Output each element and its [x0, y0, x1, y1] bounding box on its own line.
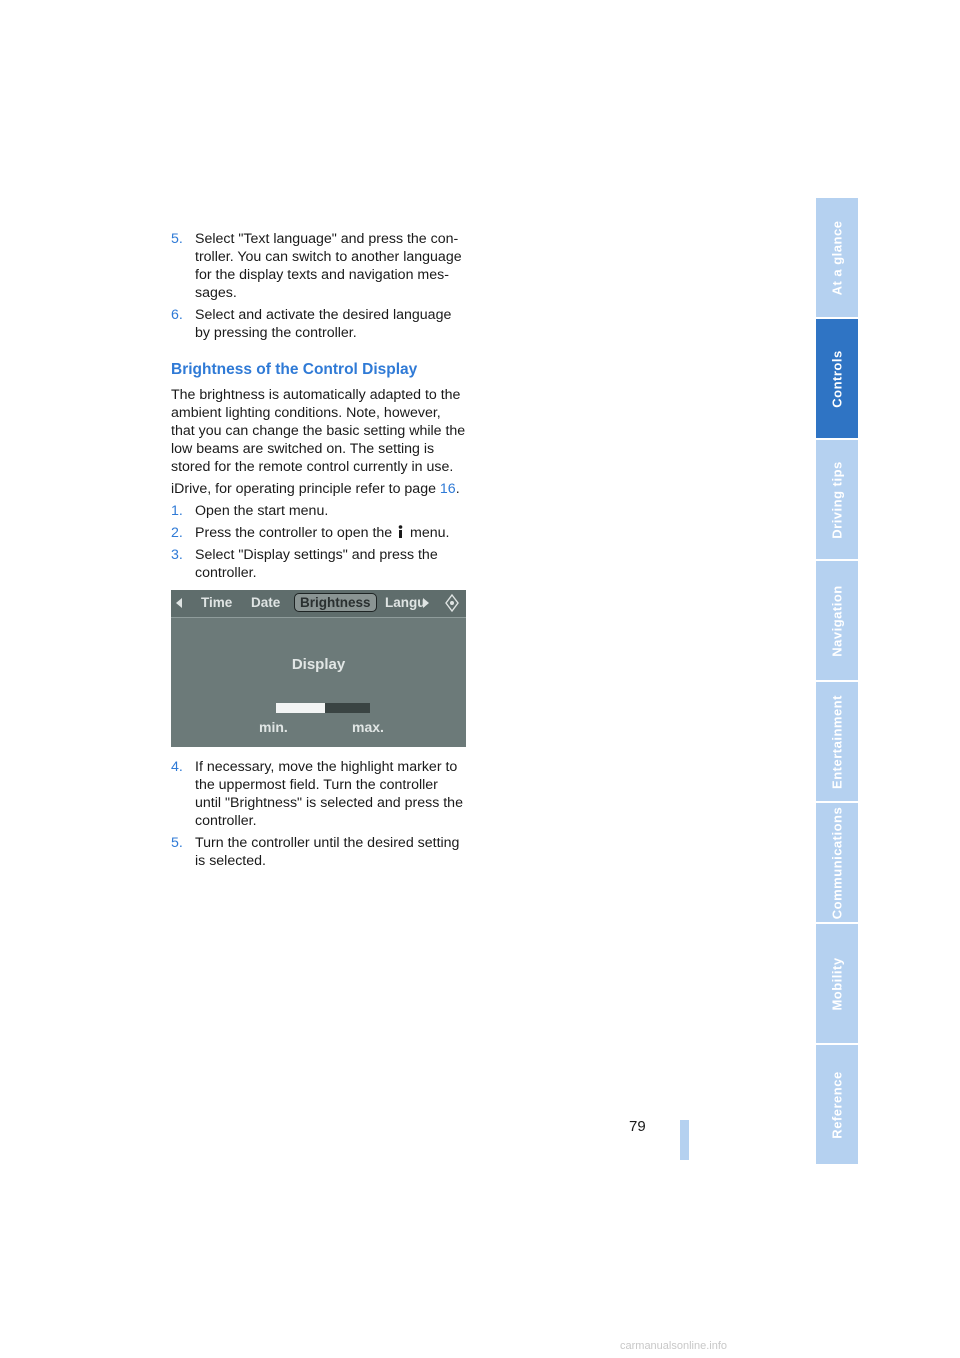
tab-driving-tips[interactable]: [816, 440, 858, 559]
display-label: Display: [291, 656, 346, 673]
tab-reference[interactable]: [816, 1045, 858, 1164]
bottom-steps: [171, 758, 466, 874]
arrow-right-icon: [423, 598, 429, 608]
step-number: 2.: [171, 525, 183, 541]
idrive-reference: [171, 480, 466, 498]
control-display-screenshot: [171, 590, 466, 747]
menu-item-language: Langu: [385, 595, 426, 610]
step-6-top: [171, 306, 466, 342]
info-icon: [397, 525, 404, 539]
intro-paragraph: The brightness is automatically adapted to the ambient lighting conditions. Note, however, that you can change the basic setting while the low beams are switched on. The setting is stored for the remote control currently in use.: [171, 387, 466, 475]
page-number: 79: [629, 1118, 646, 1135]
tab-mobility[interactable]: [816, 924, 858, 1043]
menu-item-brightness: Brightness: [294, 593, 377, 612]
tab-controls[interactable]: [816, 319, 858, 438]
tab-navigation[interactable]: [816, 561, 858, 680]
step-number: 1.: [171, 503, 183, 519]
step-5-top: [171, 230, 466, 302]
brightness-section: [171, 360, 466, 586]
step-text-after: menu.: [406, 525, 450, 541]
step-3: [171, 546, 466, 582]
compass-icon: [443, 594, 461, 612]
brightness-slider-fill: [276, 703, 325, 713]
tab-entertainment[interactable]: [816, 682, 858, 801]
page-number-bar: [680, 1120, 689, 1160]
step-text: Turn the controller until the desired setting is selected.: [195, 835, 460, 869]
step-number: 4.: [171, 759, 183, 775]
step-2: [171, 524, 466, 542]
arrow-left-icon: [176, 598, 182, 608]
step-number: 5.: [171, 835, 183, 851]
tab-label: Driving tips: [829, 460, 845, 539]
step-text: Select and activate the desired language by pressing the controller.: [195, 307, 452, 341]
step-text: Select "Text language" and press the con-troller. You can switch to another language for the display texts and navigation mes-sages.: [195, 231, 462, 301]
menu-item-time: Time: [201, 595, 233, 610]
tab-label: Reference: [829, 1070, 845, 1139]
step-text: Open the start menu.: [195, 503, 329, 519]
step-number: 6.: [171, 307, 183, 323]
tab-label: Communications: [829, 806, 845, 919]
step-text: If necessary, move the highlight marker to the uppermost field. Turn the controller until "Brightness" is selected and press the controller.: [195, 759, 463, 829]
max-label: max.: [352, 719, 384, 735]
tab-label: Controls: [829, 349, 845, 408]
step-text: Select "Display settings" and press the controller.: [195, 547, 438, 581]
tab-at-a-glance[interactable]: [816, 198, 858, 317]
tab-label: At a glance: [829, 220, 845, 295]
menu-separator: [171, 617, 466, 618]
step-number: 3.: [171, 547, 183, 563]
step-5-bottom: [171, 834, 466, 870]
reference-suffix: .: [455, 481, 460, 497]
tab-communications[interactable]: [816, 803, 858, 922]
chapter-tabs: [816, 198, 858, 1166]
min-label: min.: [259, 719, 288, 735]
tab-label: Entertainment: [829, 694, 845, 789]
step-text-before: Press the controller to open the: [195, 525, 397, 541]
watermark: carmanualsonline.info: [620, 1340, 728, 1352]
reference-text: iDrive, for operating principle refer to page: [171, 481, 440, 497]
step-number: 5.: [171, 231, 183, 247]
step-1: [171, 502, 466, 520]
page-link[interactable]: 16: [439, 481, 456, 497]
step-4: [171, 758, 466, 830]
tab-label: Navigation: [829, 584, 845, 657]
menu-item-date: Date: [251, 595, 281, 610]
section-heading: Brightness of the Control Display: [171, 361, 418, 378]
tab-label: Mobility: [829, 956, 845, 1011]
top-steps: [171, 230, 466, 346]
brightness-slider: [276, 703, 370, 713]
